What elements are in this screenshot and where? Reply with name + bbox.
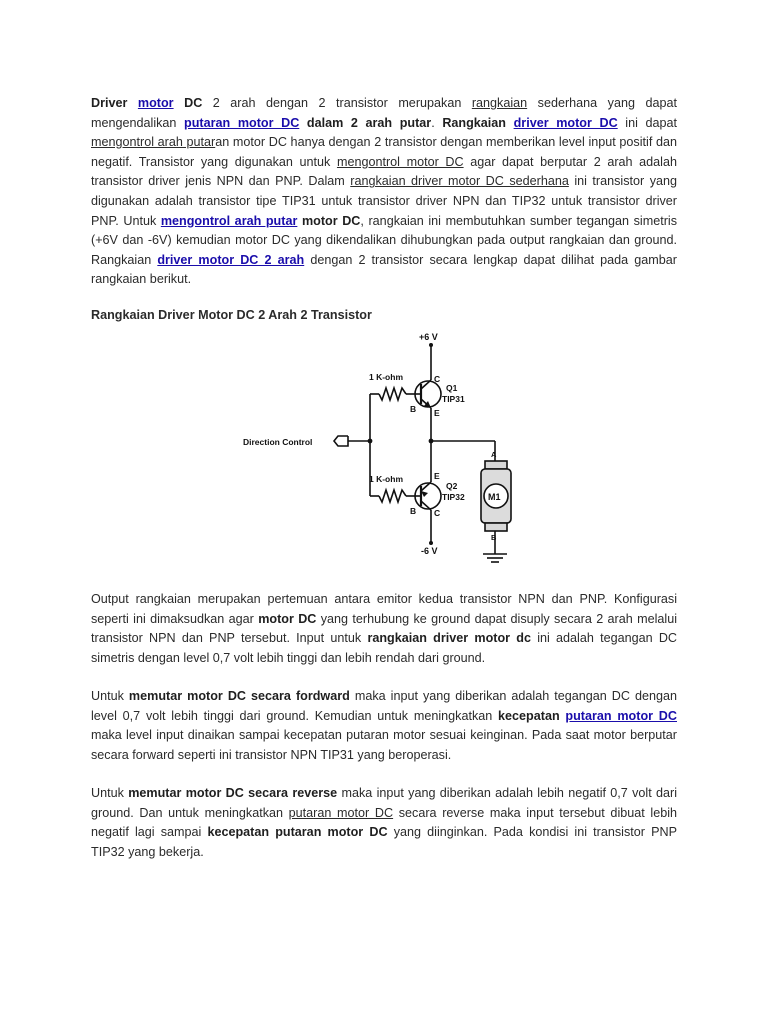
body-text: dengan 2 transistor secara lengkap dapat dilihat pada gambar rangkaian berikut. — [91, 252, 677, 287]
body-text: yang terhubung ke ground dapat disuply secara 2 arah melalui transistor NPN dan PNP tersebut. Input untuk — [91, 611, 677, 646]
underlined-text: mengontrol motor DC — [336, 154, 464, 169]
bold-text: kecepatan putaran motor DC — [207, 825, 388, 840]
body-text: , rangkaian ini membutuhkan sumber tegangan simetris (+6V dan -6V) kemudian motor DC yang dikendalikan dihubungkan pada output rangkaian dan ground. Rangkaian — [91, 213, 678, 267]
underlined-text: rangkaian driver motor DC sederhana — [350, 174, 569, 189]
q2-pin-e: E — [434, 471, 440, 481]
body-text: maka level input dinaikan sampai kecepatan putaran motor sesuai keinginan. Pada saat motor berputar secara forward seperti ini transistor NPN TIP31 yang beroperasi. — [91, 728, 677, 762]
underlined-text: putaran motor DC — [288, 805, 394, 820]
inline-link[interactable]: driver motor DC — [513, 115, 618, 130]
reverse-paragraph — [91, 784, 677, 862]
body-text: ini adalah tegangan DC simetris dengan level 0,7 volt lebih tinggi dan lebih rendah dari ground. — [91, 631, 678, 665]
figure-heading: Rangkaian Driver Motor DC 2 Arah 2 Transistor — [91, 308, 372, 322]
body-text: sederhana yang dapat mengendalikan — [91, 96, 677, 130]
bold-text: rangkaian driver motor dc — [367, 631, 531, 646]
r-bottom-label: 1 K-ohm — [369, 474, 403, 484]
output-paragraph — [91, 590, 677, 668]
r-top-label: 1 K-ohm — [369, 372, 403, 382]
q2-pin-c: C — [434, 508, 441, 518]
body-text: maka input yang diberikan adalah tegangan DC dengan level 0,7 volt lebih tinggi dari ground. Kemudian untuk meningkatkan — [91, 689, 677, 723]
body-text: Output rangkaian merupakan pertemuan antara emitor kedua transistor NPN dan PNP. Konfigurasi seperti ini dimaksudkan agar — [91, 592, 677, 626]
q1-pin-e: E — [434, 408, 440, 418]
intro-paragraph — [91, 94, 677, 290]
underlined-text: mengontrol arah putar — [91, 135, 216, 150]
q1-type: TIP31 — [442, 394, 465, 404]
circuit-diagram — [238, 328, 528, 573]
vminus-label: -6 V — [421, 546, 438, 556]
body-text: secara reverse maka input tersebut dibuat lebih negatif lagi sampai — [91, 805, 678, 840]
q1-name: Q1 — [446, 383, 458, 393]
inline-link[interactable]: putaran motor DC — [565, 708, 677, 723]
inline-link[interactable]: putaran motor DC — [184, 115, 300, 130]
bold-text: kecepatan — [498, 708, 566, 723]
q1-pin-b: B — [410, 404, 417, 414]
q2-pin-b: B — [410, 506, 417, 516]
body-text: . — [431, 115, 443, 130]
body-text: ini transistor yang digunakan adalah transistor tipe TIP31 untuk transistor driver NPN dan TIP32 untuk transistor driver PNP. Untuk — [91, 174, 677, 228]
body-text: Untuk — [91, 786, 129, 800]
inline-link[interactable]: driver motor DC 2 arah — [157, 252, 305, 267]
body-text: agar dapat berputar 2 arah adalah transistor driver jenis NPN dan PNP. Dalam — [91, 154, 677, 189]
body-text: yang diinginkan. Pada kondisi ini transistor PNP TIP32 yang bekerja. — [91, 825, 677, 859]
bold-text: Driver — [91, 96, 138, 110]
bold-text: dalam 2 arah putar — [299, 115, 432, 130]
q2-name: Q2 — [446, 481, 458, 491]
q2-type: TIP32 — [442, 492, 465, 502]
bold-text: memutar motor DC secara reverse — [128, 786, 338, 800]
inline-link[interactable]: motor — [137, 96, 174, 110]
body-text: maka input yang diberikan adalah lebih negatif 0,7 volt dari ground. Dan untuk meningkatkan — [91, 786, 677, 820]
direction-control-label: Direction Control — [243, 437, 313, 447]
body-text: 2 arah dengan 2 transistor merupakan — [202, 96, 472, 110]
body-text: an motor DC hanya dengan 2 transistor dengan memberikan level input positif dan negatif. Transistor yang digunakan untuk — [91, 135, 677, 169]
bold-text: memutar motor DC secara fordward — [128, 689, 350, 703]
underlined-text: rangkaian — [471, 96, 528, 110]
inline-link[interactable]: mengontrol arah putar — [160, 213, 298, 228]
motor-terminal-a: A — [491, 450, 497, 459]
forward-paragraph — [91, 687, 677, 765]
bold-text: Rangkaian — [442, 115, 514, 130]
motor-terminal-b: B — [491, 533, 497, 542]
body-text: Untuk — [91, 689, 129, 703]
bold-text: DC — [173, 96, 203, 110]
body-text: ini dapat — [617, 115, 678, 130]
vplus-label: +6 V — [419, 332, 438, 342]
q1-pin-c: C — [434, 374, 441, 384]
motor-label: M1 — [488, 492, 501, 502]
bold-text: motor DC — [258, 611, 317, 626]
bold-text: motor DC — [297, 213, 361, 228]
